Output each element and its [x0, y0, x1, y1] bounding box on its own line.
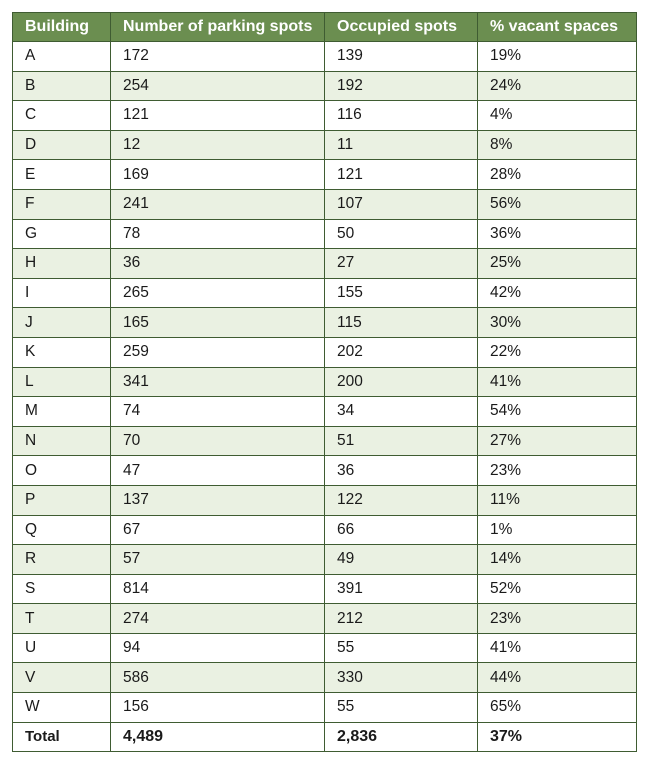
cell-building: G	[13, 219, 111, 249]
table-header	[13, 13, 637, 42]
cell-vacant-percent: 23%	[478, 604, 637, 634]
cell-occupied-spots: 11	[325, 130, 478, 160]
table-row	[13, 693, 637, 723]
cell-occupied-spots: 36	[325, 456, 478, 486]
cell-vacant-percent: 41%	[478, 633, 637, 663]
cell-parking-spots: 12	[111, 130, 325, 160]
cell-occupied-spots: 49	[325, 545, 478, 575]
cell-parking-spots: 47	[111, 456, 325, 486]
cell-building: H	[13, 249, 111, 279]
cell-occupied-spots: 55	[325, 693, 478, 723]
cell-building: R	[13, 545, 111, 575]
cell-building: S	[13, 574, 111, 604]
cell-occupied-spots: 200	[325, 367, 478, 397]
cell-vacant-percent: 56%	[478, 189, 637, 219]
header-building: Building	[13, 13, 111, 42]
table-row	[13, 456, 637, 486]
table-row	[13, 426, 637, 456]
cell-vacant-percent: 27%	[478, 426, 637, 456]
table-row	[13, 604, 637, 634]
table-footer	[13, 722, 637, 752]
cell-building: U	[13, 633, 111, 663]
cell-vacant-percent: 41%	[478, 367, 637, 397]
cell-occupied-spots: 51	[325, 426, 478, 456]
table-row	[13, 219, 637, 249]
table-row	[13, 367, 637, 397]
cell-vacant-percent: 14%	[478, 545, 637, 575]
cell-vacant-percent: 8%	[478, 130, 637, 160]
cell-vacant-percent: 11%	[478, 485, 637, 515]
cell-parking-spots: 172	[111, 42, 325, 72]
parking-table	[12, 12, 637, 752]
cell-building: C	[13, 101, 111, 131]
table-row	[13, 515, 637, 545]
cell-parking-spots: 254	[111, 71, 325, 101]
header-parking-spots: Number of parking spots	[111, 13, 325, 42]
total-row	[13, 722, 637, 752]
cell-building: P	[13, 485, 111, 515]
cell-vacant-percent: 65%	[478, 693, 637, 723]
cell-vacant-percent: 4%	[478, 101, 637, 131]
table-row	[13, 633, 637, 663]
cell-building: F	[13, 189, 111, 219]
header-vacant-percent: % vacant spaces	[478, 13, 637, 42]
table-row	[13, 42, 637, 72]
table-row	[13, 337, 637, 367]
cell-building: K	[13, 337, 111, 367]
cell-occupied-spots: 122	[325, 485, 478, 515]
cell-parking-spots: 274	[111, 604, 325, 634]
total-vacant-percent: 37%	[478, 722, 637, 752]
cell-parking-spots: 265	[111, 278, 325, 308]
cell-occupied-spots: 115	[325, 308, 478, 338]
cell-building: W	[13, 693, 111, 723]
cell-parking-spots: 121	[111, 101, 325, 131]
table-row	[13, 574, 637, 604]
table-row	[13, 663, 637, 693]
cell-occupied-spots: 202	[325, 337, 478, 367]
cell-building: V	[13, 663, 111, 693]
table-row	[13, 71, 637, 101]
total-label: Total	[13, 722, 111, 752]
header-occupied-spots: Occupied spots	[325, 13, 478, 42]
cell-parking-spots: 78	[111, 219, 325, 249]
cell-building: M	[13, 397, 111, 427]
cell-occupied-spots: 121	[325, 160, 478, 190]
cell-building: J	[13, 308, 111, 338]
header-row	[13, 13, 637, 42]
cell-building: E	[13, 160, 111, 190]
cell-parking-spots: 137	[111, 485, 325, 515]
cell-occupied-spots: 192	[325, 71, 478, 101]
cell-vacant-percent: 30%	[478, 308, 637, 338]
cell-building: O	[13, 456, 111, 486]
cell-vacant-percent: 28%	[478, 160, 637, 190]
table-row	[13, 130, 637, 160]
cell-parking-spots: 165	[111, 308, 325, 338]
cell-occupied-spots: 155	[325, 278, 478, 308]
cell-parking-spots: 169	[111, 160, 325, 190]
cell-vacant-percent: 19%	[478, 42, 637, 72]
cell-vacant-percent: 23%	[478, 456, 637, 486]
cell-parking-spots: 241	[111, 189, 325, 219]
cell-building: N	[13, 426, 111, 456]
cell-building: Q	[13, 515, 111, 545]
cell-parking-spots: 94	[111, 633, 325, 663]
table-row	[13, 545, 637, 575]
table-row	[13, 485, 637, 515]
cell-parking-spots: 74	[111, 397, 325, 427]
table-row	[13, 249, 637, 279]
cell-building: A	[13, 42, 111, 72]
cell-vacant-percent: 44%	[478, 663, 637, 693]
cell-parking-spots: 156	[111, 693, 325, 723]
cell-parking-spots: 586	[111, 663, 325, 693]
cell-vacant-percent: 52%	[478, 574, 637, 604]
table-row	[13, 160, 637, 190]
cell-occupied-spots: 34	[325, 397, 478, 427]
table-row	[13, 278, 637, 308]
cell-vacant-percent: 54%	[478, 397, 637, 427]
cell-occupied-spots: 50	[325, 219, 478, 249]
table-row	[13, 101, 637, 131]
cell-parking-spots: 36	[111, 249, 325, 279]
table-row	[13, 308, 637, 338]
cell-parking-spots: 67	[111, 515, 325, 545]
cell-vacant-percent: 24%	[478, 71, 637, 101]
cell-building: D	[13, 130, 111, 160]
cell-occupied-spots: 116	[325, 101, 478, 131]
cell-parking-spots: 341	[111, 367, 325, 397]
table-body	[13, 42, 637, 723]
cell-vacant-percent: 42%	[478, 278, 637, 308]
total-parking-spots: 4,489	[111, 722, 325, 752]
cell-occupied-spots: 212	[325, 604, 478, 634]
cell-building: L	[13, 367, 111, 397]
cell-vacant-percent: 22%	[478, 337, 637, 367]
cell-building: I	[13, 278, 111, 308]
cell-occupied-spots: 55	[325, 633, 478, 663]
table-row	[13, 397, 637, 427]
cell-parking-spots: 814	[111, 574, 325, 604]
cell-parking-spots: 259	[111, 337, 325, 367]
cell-building: T	[13, 604, 111, 634]
cell-parking-spots: 70	[111, 426, 325, 456]
cell-occupied-spots: 27	[325, 249, 478, 279]
cell-occupied-spots: 66	[325, 515, 478, 545]
cell-parking-spots: 57	[111, 545, 325, 575]
total-occupied-spots: 2,836	[325, 722, 478, 752]
cell-vacant-percent: 36%	[478, 219, 637, 249]
cell-vacant-percent: 25%	[478, 249, 637, 279]
parking-table-container	[12, 12, 636, 752]
cell-vacant-percent: 1%	[478, 515, 637, 545]
cell-building: B	[13, 71, 111, 101]
table-row	[13, 189, 637, 219]
cell-occupied-spots: 107	[325, 189, 478, 219]
cell-occupied-spots: 391	[325, 574, 478, 604]
cell-occupied-spots: 330	[325, 663, 478, 693]
cell-occupied-spots: 139	[325, 42, 478, 72]
